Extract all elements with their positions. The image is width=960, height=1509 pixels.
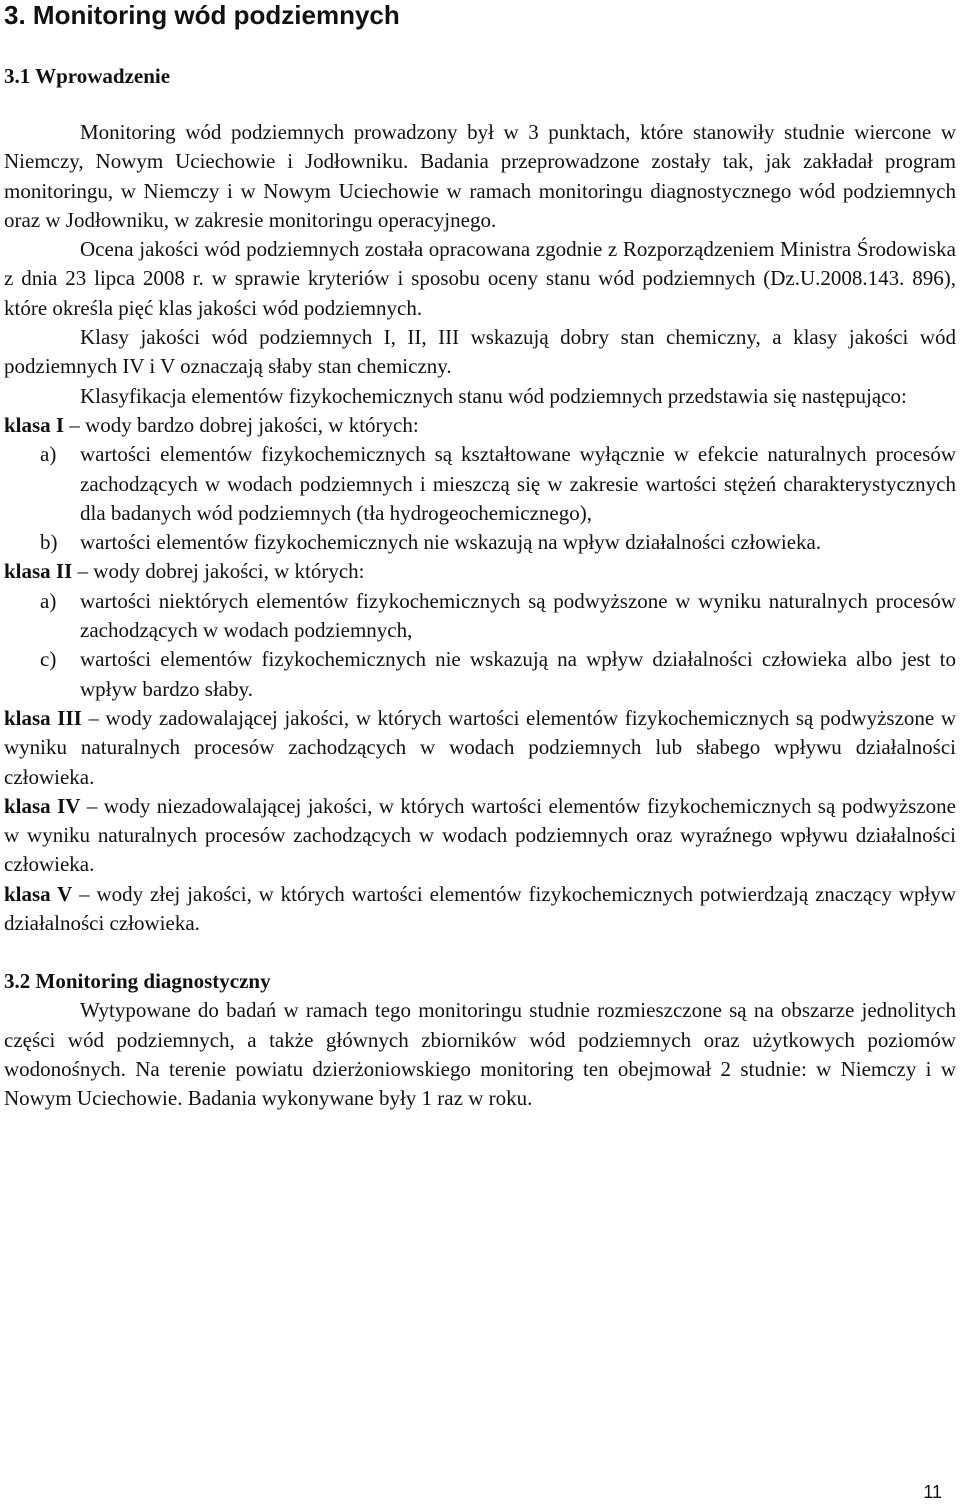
list-marker: b): [40, 530, 58, 555]
list-marker: a): [40, 442, 57, 467]
class-3-text: – wody zadowalającej jakości, w których wartości elementów fizykochemicznych są podwyższone w wyniku naturalnych procesów zachodzących w wodach podziemnych lub słabego wpływu działalności człowieka.: [4, 705, 957, 789]
class-3-label: klasa III: [4, 705, 82, 730]
intro-paragraph-1: Monitoring wód podziemnych prowadzony był w 3 punktach, które stanowiły studnie wiercone w Niemczy, Nowym Uciechowie i Jodłowniku. Badania przeprowadzone zostały tak, jak zakładał program monitoringu, w Niemczy i w Nowym Uciechowie w ramach monitoringu diagnostycznego wód podziemnych oraz w Jodłowniku, w zakresie monitoringu operacyjnego.: [4, 120, 956, 232]
page-number: 11: [923, 1482, 942, 1502]
class-4-label: klasa IV: [4, 793, 81, 818]
class-4-text: – wody niezadowalającej jakości, w których wartości elementów fizykochemicznych są podwyższone w wyniku naturalnych procesów zachodzących w wodach podziemnych oraz wyraźnego wpływu działalności człowieka.: [4, 793, 956, 877]
class-2-text: – wody dobrej jakości, w których:: [72, 559, 365, 584]
subsection-heading-intro: 3.1 Wprowadzenie: [4, 64, 171, 88]
intro-paragraph-4: Klasyfikacja elementów fizykochemicznych stanu wód podziemnych przedstawia się następująco:: [80, 383, 907, 408]
class-1-label: klasa I: [4, 412, 65, 437]
list-item-text: wartości elementów fizykochemicznych nie wskazują na wpływ działalności człowieka albo jest to wpływ bardzo słaby.: [80, 647, 956, 701]
class-1-text: – wody bardzo dobrej jakości, w których:: [64, 412, 419, 437]
list-item: [4, 440, 956, 528]
list-item-text: wartości niektórych elementów fizykochemicznych są podwyższone w wyniku naturalnych procesów zachodzących w wodach podziemnych,: [80, 588, 956, 643]
class-2-label: klasa II: [4, 559, 73, 584]
list-marker: c): [40, 647, 57, 672]
list-item: [4, 587, 956, 646]
class-2-row: [4, 557, 956, 586]
class-1-list: [4, 440, 956, 557]
list-item-text: wartości elementów fizykochemicznych są kształtowane wyłącznie w efekcie naturalnych procesów zachodzących w wodach podziemnych i mieszczą się w zakresie wartości stężeń charakterystycznych dla badanych wód podziemnych (tła hydrogeochemicznego),: [80, 442, 956, 525]
list-item: [4, 645, 956, 704]
list-item-text: wartości elementów fizykochemicznych nie wskazują na wpływ działalności człowieka.: [80, 530, 822, 555]
class-5-text: – wody złej jakości, w których wartości elementów fizykochemicznych potwierdzają znaczący wpływ działalności człowieka.: [4, 881, 956, 936]
class-3-row: [4, 704, 956, 792]
class-5-label: klasa V: [4, 881, 73, 906]
class-5-row: [4, 880, 956, 939]
class-2-list: [4, 587, 956, 704]
list-marker: a): [40, 588, 57, 613]
diagnostic-paragraph: Wytypowane do badań w ramach tego monitoringu studnie rozmieszczone są na obszarze jednolitych części wód podziemnych, a także głównych zbiorników wód podziemnych oraz użytkowych poziomów wodonośnych. Na terenie powiatu dzierżoniowskiego monitoring ten obejmował 2 studnie: w Niemczy i w Nowym Uciechowie. Badania wykonywane były 1 raz w roku.: [4, 998, 956, 1111]
subsection-heading-diagnostic: 3.2 Monitoring diagnostyczny: [4, 969, 271, 994]
class-1-row: [4, 411, 956, 440]
section-title: 3. Monitoring wód podziemnych: [4, 0, 400, 30]
intro-paragraph-2: Ocena jakości wód podziemnych została opracowana zgodnie z Rozporządzeniem Ministra Środowiska z dnia 23 lipca 2008 r. w sprawie kryteriów i sposobu oceny stanu wód podziemnych (Dz.U.2008.143. 896), które określa pięć klas jakości wód podziemnych.: [4, 237, 956, 320]
intro-paragraph-3: Klasy jakości wód podziemnych I, II, III wskazują dobry stan chemiczny, a klasy jakości wód podziemnych IV i V oznaczają słaby stan chemiczny.: [4, 325, 956, 379]
list-item: [4, 528, 956, 557]
class-4-row: [4, 792, 956, 880]
